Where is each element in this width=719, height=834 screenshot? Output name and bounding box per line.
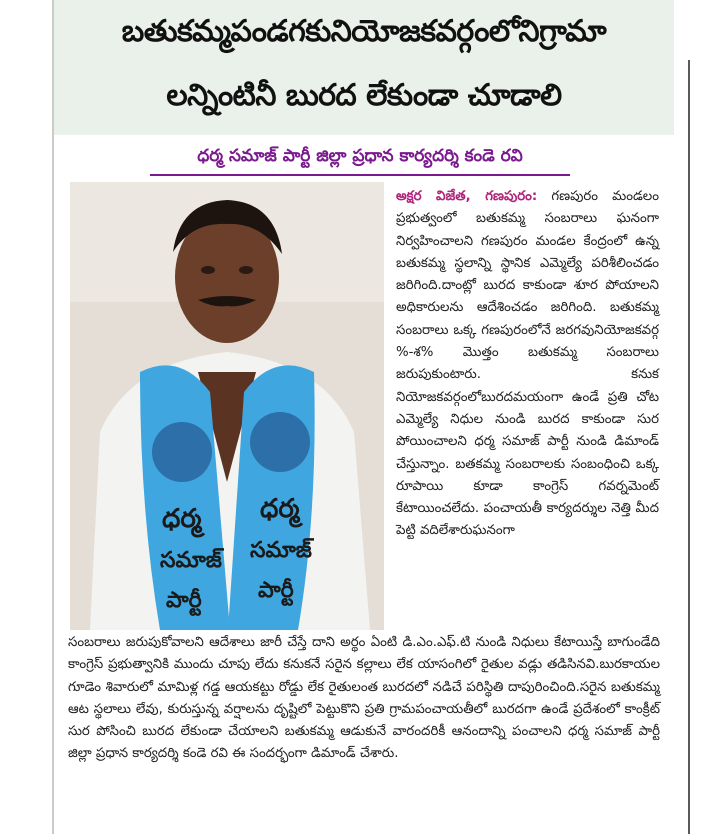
sash-text-1: ధర్మ xyxy=(162,504,202,534)
body-full-text: సంబరాలు జరుపుకోవాలని ఆదేశాలు జారీ చేస్తే దాని అర్థం ఏంటి డి.ఎం.ఎఫ్.టి నుండి నిధులు కేటాయిస్తే బాగుండేది కాంగ్రెస్ ప్రభుత్వానికి ముందు చూపు లేదు కనుకనే సరైన కల్లాలు లేక యాసంగిలో రైతుల వడ్లు తడిసినవి.బురకాయల గూడెం శివారులో మామిళ్ల గడ్డ ఆయకట్టు రోడ్డు లేక రైతులంత బురదలో నడిచే పరిస్థితి దాపురించింది.సరైన బతుకమ్మ ఆట స్థలాలు లేవు, కురుస్తున్న వర్షాలను దృష్టిలో పెట్టుకొని ప్రతి గ్రామపంచాయతీలో బురదగా ఉండే ప్రదేశంలో కాంక్రీట్ సుర పోసించి బురద లేకుండా చేయాలని బతుకమ్మ ఆడుకునే వారందరికీ ఆనందాన్ని పంచాలని ధర్మ సమాజ్ పార్టీ జిల్లా ప్రధాన కార్యదర్శి కండె రవి ఈ సందర్భంగా డిమాండ్ చేశారు. xyxy=(68,635,660,762)
byline: అక్షర విజేత, గణపురం: xyxy=(396,189,538,204)
subheading: ధర్మ సమాజ్ పార్టీ జిల్లా ప్రధాన కార్యదర్శి కండె రవి xyxy=(150,146,570,176)
sash-text-5: సమాజ్ xyxy=(250,538,312,563)
portrait-photo xyxy=(70,182,384,630)
sash-badge-right xyxy=(250,412,310,472)
headline-line-1: బతుకమ్మపండగకునియోజకవర్గంలోనిగ్రామా xyxy=(121,14,607,49)
sash-text-2: సమాజ్ xyxy=(160,548,222,573)
sash-text-6: పార్టీ xyxy=(258,578,294,603)
article-body-full-width xyxy=(68,632,660,766)
right-column-rule xyxy=(688,60,690,834)
body-column-text: గణపురం మండలం ప్రభుత్వంలో బతుకమ్మ సంబరాలు ఘనంగా నిర్వహించాలని గణపురం మండల కేంద్రంలో ఉన్న బతుకమ్మ స్థలాన్ని స్థానిక ఎమ్మెల్యే పరిశీలించడం జరిగింది.దాంట్లో బురద కాకుండా శూర పోయాలని అధికారులను ఆదేశించడం జరిగింది. బతుకమ్మ సంబరాలు ఒక్క గణపురంలోనే జరగవునియోజకవర్గ %-శ% మొత్తం బతుకమ్మ సంబరాలు జరుపుకుంటారు. కనుక నియోజకవర్గంలోబురదమయంగా ఉండే ప్రతి చోట ఎమ్మెల్యే నిధుల నుండి బురద కాకుండా సుర పోయించాలని ధర్మ సమాజ్ పార్టీ నుండి డిమాండ్ చేస్తున్నాం. బతకమ్మ సంబరాలకు సంబంధించి ఒక్క రూపాయి కూడా కాంగ్రెస్ గవర్నమెంట్ కేటాయించలేదు. పంచాయతీ కార్యదర్శుల నెత్తి మీద పెట్టి వదిలేశారుఘనంగా xyxy=(396,189,659,539)
sash-badge-left xyxy=(152,422,212,482)
sash-text-4: ధర్మ xyxy=(260,494,300,524)
article-body-column xyxy=(396,186,659,543)
portrait-illustration xyxy=(70,182,384,630)
left-column-rule xyxy=(52,0,54,834)
sash-text-3: పార్టీ xyxy=(166,588,202,613)
headline-line-2: లన్నింటినీ బురద లేకుండా చూడాలి xyxy=(166,78,562,113)
